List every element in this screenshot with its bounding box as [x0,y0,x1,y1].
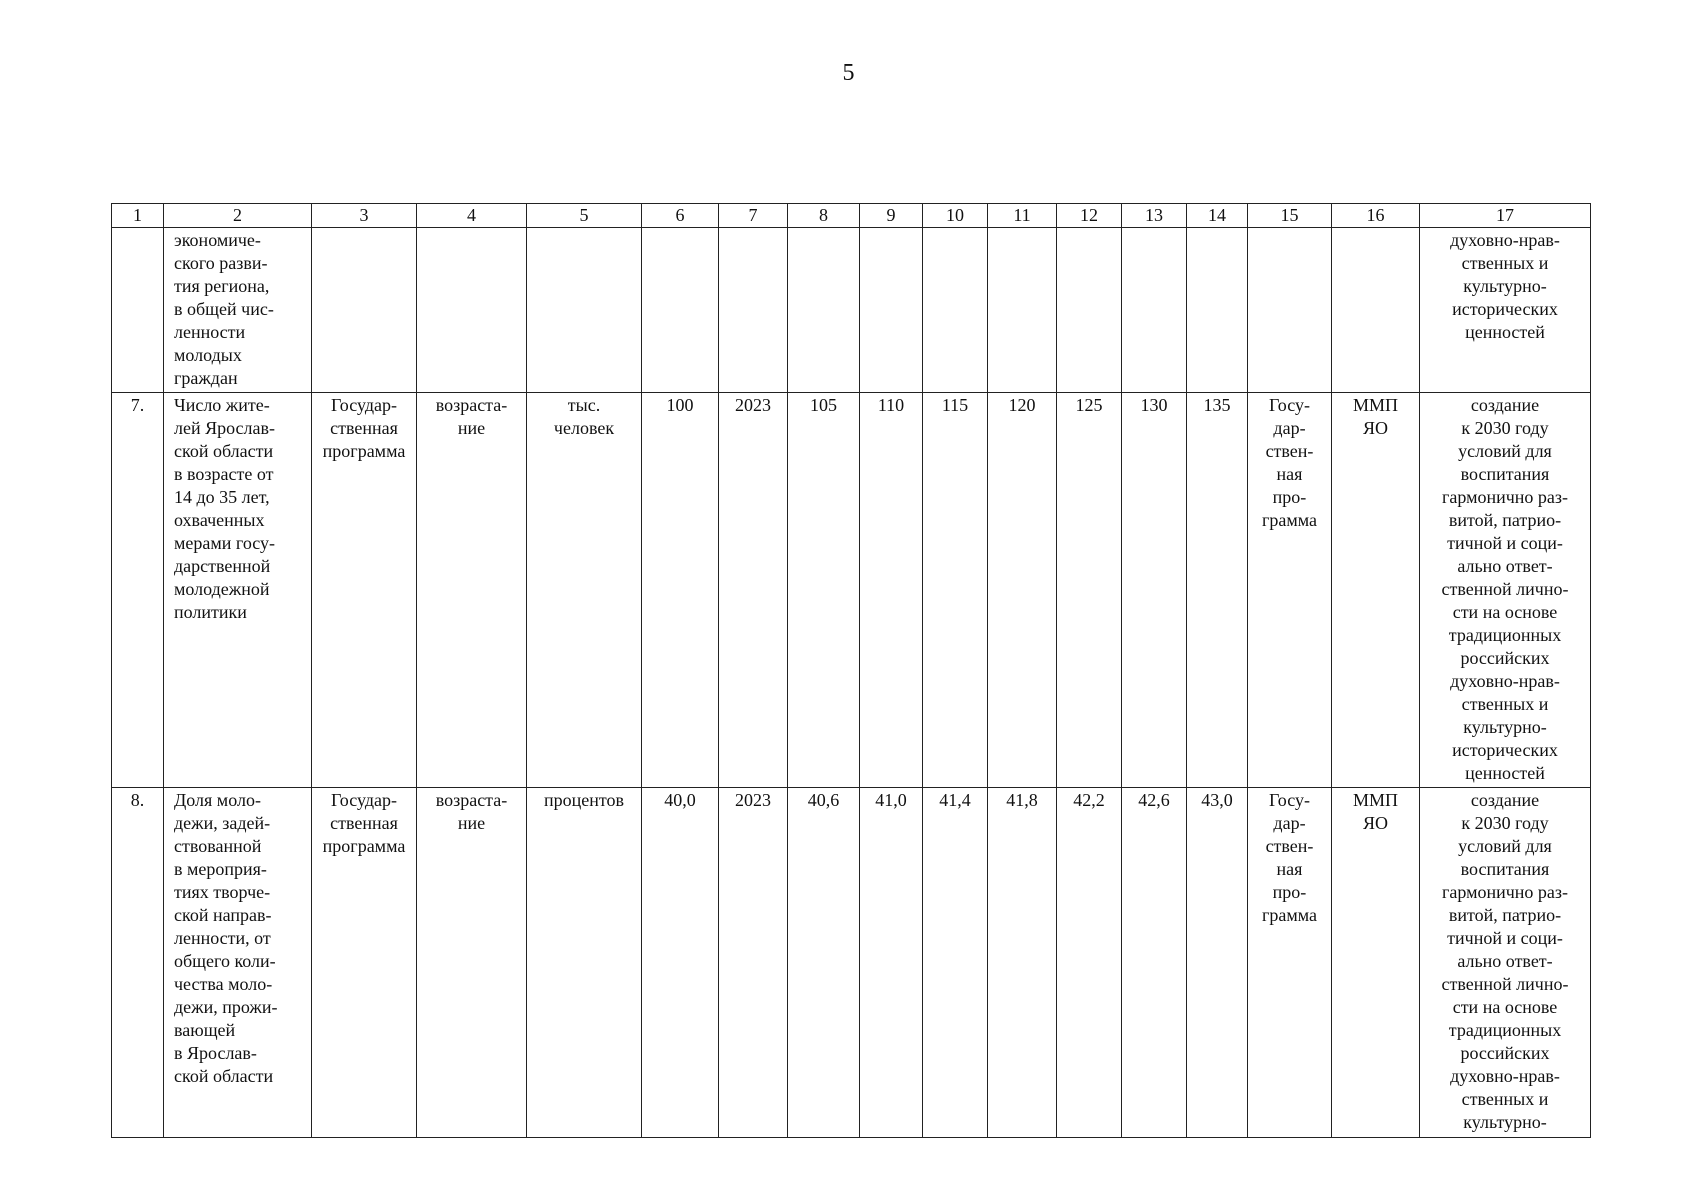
indicator-name-cell: Доля моло- дежи, задей- ствованной в мероприя- тиях творче- ской направ- ленности, от общего коли- чества моло- дежи, прожи- вающей в Ярослав- ской области [164,788,312,1138]
header-cell: 6 [642,204,719,228]
value-cell: 130 [1122,393,1187,788]
value-cell: 42,6 [1122,788,1187,1138]
header-cell: 11 [988,204,1057,228]
table-cell [1122,228,1187,393]
goal-cell: духовно-нрав- ственных и культурно- исторических ценностей [1420,228,1591,393]
header-cell: 1 [112,204,164,228]
table-cell [642,228,719,393]
value-cell: 43,0 [1187,788,1248,1138]
page-number: 5 [842,60,855,86]
unit-cell: процентов [527,788,642,1138]
value-cell: 41,4 [923,788,988,1138]
source-cell: Государ- ственная программа [312,393,417,788]
base-year-cell: 2023 [719,788,788,1138]
header-cell: 3 [312,204,417,228]
table-cell [788,228,860,393]
value-cell: 115 [923,393,988,788]
value-cell: 125 [1057,393,1122,788]
header-cell: 2 [164,204,312,228]
header-cell: 9 [860,204,923,228]
table-cell [923,228,988,393]
header-cell: 8 [788,204,860,228]
indicator-name-cell: экономиче- ского разви- тия региона, в общей чис- ленности молодых граждан [164,228,312,393]
header-cell: 15 [1248,204,1332,228]
table-cell [312,228,417,393]
goal-cell [1420,788,1591,1138]
table-cell [527,228,642,393]
row-number-cell: 7. [112,393,164,788]
responsible-cell: ММП ЯО [1332,788,1420,1138]
unit-cell: тыс. человек [527,393,642,788]
table-cell [988,228,1057,393]
table-header-row [112,204,1591,228]
value-cell: 120 [988,393,1057,788]
value-cell: 41,8 [988,788,1057,1138]
header-cell: 17 [1420,204,1591,228]
table-cell [1248,228,1332,393]
table-row [112,393,1591,788]
header-cell: 16 [1332,204,1420,228]
source-cell: Государ- ственная программа [312,788,417,1138]
header-cell: 10 [923,204,988,228]
row-number-cell: 8. [112,788,164,1138]
responsible-cell: ММП ЯО [1332,393,1420,788]
header-cell: 7 [719,204,788,228]
value-cell: 110 [860,393,923,788]
header-cell: 5 [527,204,642,228]
header-cell: 13 [1122,204,1187,228]
table-cell [417,228,527,393]
value-cell: 135 [1187,393,1248,788]
value-cell: 40,6 [788,788,860,1138]
value-cell: 105 [788,393,860,788]
indicator-name-cell: Число жите- лей Ярослав- ской области в возрасте от 14 до 35 лет, охваченных мерами госу- дарственной молодежной политики [164,393,312,788]
trend-cell: возраста- ние [417,788,527,1138]
value-cell: 41,0 [860,788,923,1138]
trend-cell: возраста- ние [417,393,527,788]
header-cell: 12 [1057,204,1122,228]
table-cell [860,228,923,393]
table-cell [1057,228,1122,393]
base-value-cell: 100 [642,393,719,788]
document-cell: Госу- дар- ствен- ная про- грамма [1248,393,1332,788]
table-row-continuation [112,228,1591,393]
goal-text: создание к 2030 году условий для воспитания гармонично раз- витой, патрио- тичной и соци- ально ответ- ственной лично- сти на основе традиционных российских духовно-нрав- ственных и культурно- [1441,790,1569,1132]
table-cell [1187,228,1248,393]
table-row [112,788,1591,1138]
header-cell: 4 [417,204,527,228]
base-value-cell: 40,0 [642,788,719,1138]
indicators-table [111,203,1591,1138]
table-cell [1332,228,1420,393]
base-year-cell: 2023 [719,393,788,788]
header-cell: 14 [1187,204,1248,228]
goal-cell: создание к 2030 году условий для воспитания гармонично раз- витой, патрио- тичной и соци- ально ответ- ственной лично- сти на основе традиционных российских духовно-нрав- ственных и культурно- исторических ценностей [1420,393,1591,788]
table-cell [719,228,788,393]
value-cell: 42,2 [1057,788,1122,1138]
table-cell [112,228,164,393]
document-cell: Госу- дар- ствен- ная про- грамма [1248,788,1332,1138]
